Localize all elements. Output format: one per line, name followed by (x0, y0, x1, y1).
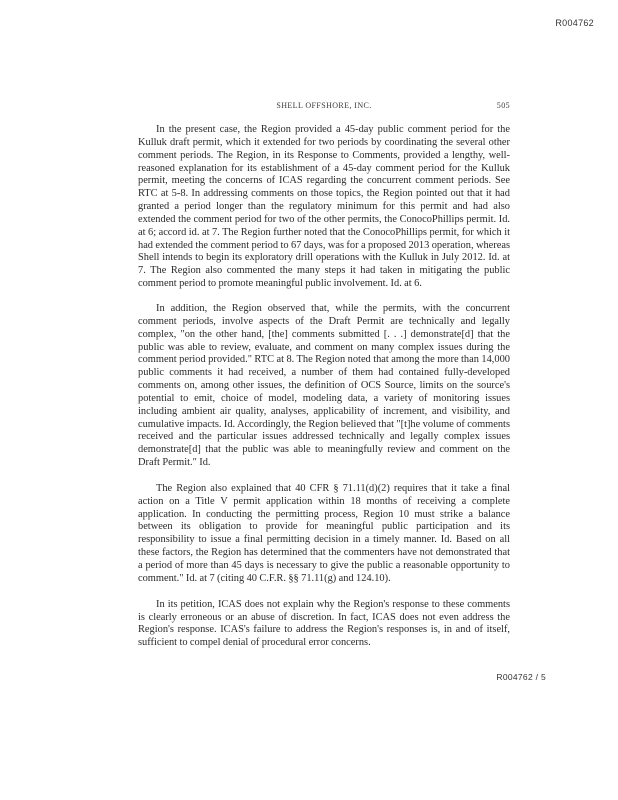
bates-number-bottom: R004762 / 5 (496, 672, 546, 682)
paragraph-2: In addition, the Region observed that, while the permits, with the concurrent comment periods, involve aspects of the Draft Permit are technically and legally complex, "on the other hand, [the] comments submitted [. . .] demonstrate[d] that the public was able to review, evaluate, and comment on many complex issues during the comment period provided." RTC at 8. The Region noted that among the more than 14,000 public comments it had received, a number of them had contained fully-developed comments on, among other issues, the definition of OCS Source, limits on the source's potential to emit, choice of model, modeling data, a variety of monitoring issues including ambient air quality, analyses, applicability of increment, and visibility, and cumulative impacts. Id. Accordingly, the Region believed that "[t]he volume of comments received and the particular issues addressed technically and legally complex issues demonstrate[d] that the public was able to meaningfully review and comment on the Draft Permit." Id. (138, 302, 510, 469)
page-number: 505 (496, 101, 510, 110)
paragraph-1: In the present case, the Region provided a 45-day public comment period for the Kulluk draft permit, which it extended for two periods by coordinating the several other comment periods. The Region, in its Response to Comments, provided a lengthy, well-reasoned explanation for its establishment of a 45-day comment period for the Kulluk permit, meeting the concerns of ICAS regarding the concurrent comment periods. See RTC at 5-8. In addressing comments on those topics, the Region pointed out that it had granted a period longer than the regulatory minimum for this permit and had also extended the comment period for two of the other permits, the ConocoPhillips permit. Id. at 6; accord id. at 7. The Region further noted that the ConocoPhillips permit, for which it had extended the comment period to 67 days, was for a proposed 2013 operation, whereas Shell intends to begin its exploratory drill operations with the Kulluk in July 2012. Id. at 7. The Region also commented the many steps it had taken in mitigating the public comment period to promote meaningful public involvement. Id. at 6. (138, 124, 510, 290)
paragraph-4: In its petition, ICAS does not explain why the Region's response to these comments is clearly erroneous or an abuse of discretion. In fact, ICAS does not even address the Region's response. ICAS's failure to address the Region's responses is, in and of itself, sufficient to compel denial of procedural error concerns. (138, 598, 510, 649)
page-body (138, 124, 510, 663)
bates-number-top: R004762 (555, 18, 594, 28)
running-head (138, 101, 510, 113)
paragraph-3: The Region also explained that 40 CFR § 71.11(d)(2) requires that it take a final action on a Title V permit application within 18 months of receiving a complete application. In conducting the permitting process, Region 10 must strike a balance between its obligation to provide for meaningful public participation and its responsibility to issue a final permitting decision in a timely manner. Id. Based on all these factors, the Region has determined that the commenters have not demonstrated that a period of more than 45 days is necessary to give the public a reasonable opportunity to comment." Id. at 7 (citing 40 C.F.R. §§ 71.11(g) and 124.10). (138, 482, 510, 584)
running-head-title: SHELL OFFSHORE, INC. (276, 101, 372, 110)
